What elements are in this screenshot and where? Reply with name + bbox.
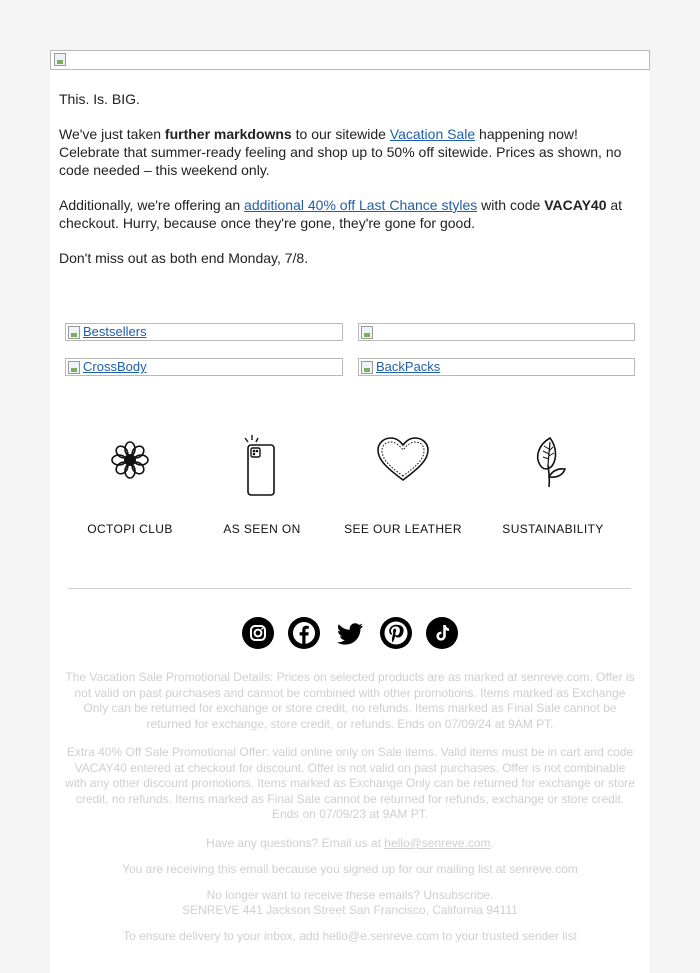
divider (68, 588, 631, 589)
backpacks-tile[interactable] (358, 358, 635, 376)
tiktok-link[interactable] (426, 617, 458, 649)
hero-image[interactable] (50, 50, 650, 70)
phone-icon (237, 430, 287, 496)
crossbody-alt-text: CrossBody (83, 359, 147, 374)
vacation-sale-link[interactable]: Vacation Sale (389, 126, 476, 142)
promo-code: VACAY40 (544, 197, 607, 213)
twitter-icon (334, 617, 366, 649)
email-body (50, 50, 650, 973)
extra-offer-terms: Extra 40% Off Sale Promotional Offer: valid online only on Sale items. Valid items must be in cart and code VACAY40 entered at checkout for discount. Offer is not valid on past purchases. Offer is not combinable with any other discount promotions. Items marked as Exchange Only can be returned for exchange or store credit, no refunds. Items marked as Final Sale cannot be returned for refunds, exchange or store credit. Ends on 07/09/23 at 9AM PT. (65, 745, 635, 821)
instagram-link[interactable] (242, 617, 274, 649)
heart-icon (375, 435, 431, 485)
as-seen-on-label[interactable]: AS SEEN ON (223, 522, 301, 536)
further-markdowns-text: further markdowns (164, 126, 292, 142)
company-address: SENREVE 441 Jackson Street San Francisco, California 94111 (182, 903, 518, 917)
email-copy (59, 90, 634, 284)
broken-image-icon (361, 361, 373, 374)
bestsellers-tile[interactable] (65, 323, 343, 341)
unsubscribe-link[interactable]: No longer want to receive these emails? Unsubscribe. (206, 888, 494, 902)
headline: This. Is. BIG. (59, 91, 140, 107)
support-email-link[interactable]: hello@senreve.com (384, 836, 491, 850)
category-tile[interactable] (358, 323, 635, 341)
vacation-sale-terms: The Vacation Sale Promotional Details: Prices on selected products are as marked at senreve.com. Offer is not valid on past purchases and cannot be combined with other promotions. Items marked as Exchange Only can be returned for exchange or store credit, no refunds. Items marked as Final Sale cannot be returned for exchange, store credit, or refunds. Ends on 07/09/24 at 9AM PT. (65, 670, 635, 731)
receiving-notice: You are receiving this email because you signed up for our mailing list at senreve.com (122, 862, 578, 876)
flower-icon (105, 435, 155, 485)
facebook-icon (288, 617, 320, 649)
delivery-notice: To ensure delivery to your inbox, add hello@e.senreve.com to your trusted sender list (123, 929, 577, 943)
broken-image-icon (68, 326, 80, 339)
bestsellers-alt-text: Bestsellers (83, 324, 147, 339)
instagram-icon (242, 617, 274, 649)
octopi-club-feature[interactable] (105, 435, 155, 485)
end-date-paragraph: Don't miss out as both end Monday, 7/8. (59, 250, 309, 266)
broken-image-icon (68, 361, 80, 374)
twitter-link[interactable] (334, 617, 366, 649)
leaf-icon (528, 435, 578, 491)
crossbody-tile[interactable] (65, 358, 343, 376)
facebook-link[interactable] (288, 617, 320, 649)
sustainability-feature[interactable] (528, 435, 578, 491)
last-chance-link[interactable]: additional 40% off Last Chance styles (244, 197, 478, 213)
pinterest-icon (380, 617, 412, 649)
sustainability-label[interactable]: SUSTAINABILITY (502, 522, 604, 536)
broken-image-icon (54, 53, 66, 66)
broken-image-icon (361, 326, 373, 339)
as-seen-on-feature[interactable] (237, 430, 287, 496)
backpacks-alt-text: BackPacks (376, 359, 441, 374)
see-our-leather-feature[interactable] (375, 435, 431, 485)
last-chance-paragraph: Additionally, we're offering an additional 40% off Last Chance styles with code VACAY40 at checkout. Hurry, because once they're gone, they're gone for good. (59, 197, 623, 231)
pinterest-link[interactable] (380, 617, 412, 649)
markdown-paragraph: We've just taken further markdowns to our sitewide Vacation Sale happening now! Celebrate that summer-ready feeling and shop up to 50% off sitewide. Prices as shown, no code needed – this weekend only. (59, 126, 622, 178)
see-our-leather-label[interactable]: SEE OUR LEATHER (344, 522, 462, 536)
octopi-club-label[interactable]: OCTOPI CLUB (87, 522, 173, 536)
questions-text: Have any questions? Email us at hello@senreve.com. (206, 836, 494, 850)
tiktok-icon (426, 617, 458, 649)
